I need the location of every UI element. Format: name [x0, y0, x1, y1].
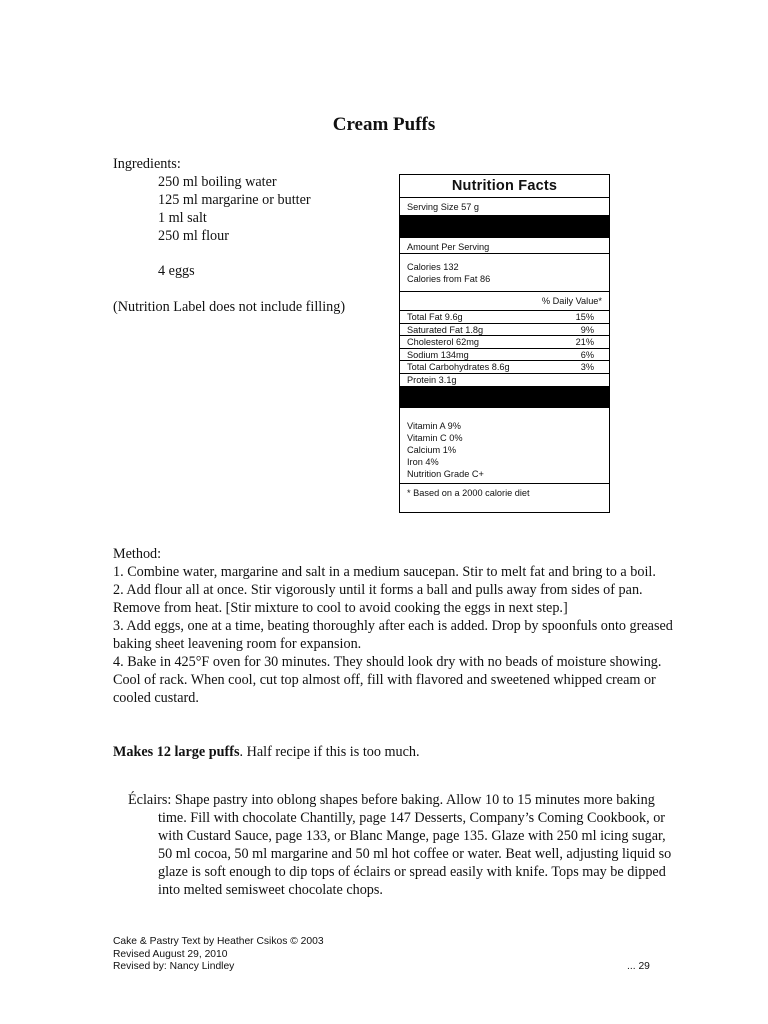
nutrition-facts-label	[399, 174, 610, 513]
divider-bar	[400, 215, 609, 237]
amount-per-serving: Amount Per Serving	[400, 237, 609, 254]
yield-rest: . Half recipe if this is too much.	[239, 744, 420, 760]
nutrition-footnote: * Based on a 2000 calorie diet	[407, 487, 530, 498]
vitamin-item: Iron 4%	[407, 457, 439, 468]
nutrient-percent: 9%	[580, 324, 594, 335]
footer	[113, 936, 324, 974]
nutrient-row	[400, 335, 609, 348]
vitamin-item: Vitamin C 0%	[407, 432, 463, 443]
calories-from-fat: Calories from Fat 86	[407, 274, 491, 284]
nutrient-name: Total Fat 9.6g	[407, 312, 463, 322]
nutrient-name: Protein 3.1g	[407, 374, 457, 385]
page-title: Cream Puffs	[332, 114, 436, 135]
method-step: 4. Bake in 425°F oven for 30 minutes. They should look dry with no beads of moisture showing. Cool of rack. When cool, cut top almost off, fill with flavored and sweetened whipped cream or cooled custard.	[113, 654, 662, 706]
nutrition-note: (Nutrition Label does not include filling)	[113, 299, 346, 315]
method-heading: Method:	[113, 546, 162, 562]
nutrient-name: Sodium 134mg	[407, 349, 469, 360]
nutrient-row	[400, 310, 609, 323]
nutrient-percent	[594, 374, 602, 386]
nutrient-percent: 3%	[580, 362, 594, 373]
nutrition-facts-title: Nutrition Facts	[400, 175, 609, 198]
nutrient-row	[400, 373, 609, 386]
page-number: ... 29	[627, 961, 650, 972]
ingredient-item-eggs: 4 eggs	[158, 263, 195, 279]
footer-line: Revised August 29, 2010	[113, 948, 228, 960]
method-step: 2. Add flour all at once. Stir vigorously until it forms a ball and pulls away from sides of pan. Remove from heat. [Stir mixture to cool to avoid cooking the eggs in next step.]	[113, 582, 643, 616]
daily-value-header: % Daily Value*	[541, 296, 602, 306]
footer-line: Cake & Pastry Text by Heather Csikos © 2003	[113, 936, 324, 947]
nutrient-percent: 21%	[575, 337, 594, 348]
nutrient-name: Total Carbohydrates 8.6g	[407, 362, 510, 373]
vitamin-item: Vitamin A 9%	[407, 420, 461, 431]
nutrient-row	[400, 348, 609, 361]
yield-bold: Makes 12 large puffs	[113, 744, 240, 760]
method-step: 1. Combine water, margarine and salt in a medium saucepan. Stir to melt fat and bring to a boil.	[113, 564, 656, 580]
nutrient-percent: 15%	[575, 312, 594, 322]
vitamins-block	[400, 408, 609, 484]
nutrient-name: Saturated Fat 1.8g	[407, 324, 484, 335]
ingredients-list	[158, 173, 311, 245]
ingredient-item: 125 ml margarine or butter	[158, 192, 311, 208]
vitamin-item: Calcium 1%	[407, 444, 457, 455]
calories-block	[400, 254, 609, 292]
nutrient-percent: 6%	[580, 349, 594, 360]
yield-line	[113, 743, 420, 761]
nutrient-name: Cholesterol 62mg	[407, 337, 480, 348]
nutrient-row	[400, 323, 609, 336]
ingredient-item: 250 ml flour	[158, 228, 229, 244]
ingredient-item: 1 ml salt	[158, 210, 207, 226]
serving-size: Serving Size 57 g	[407, 202, 480, 212]
divider-bar	[400, 386, 609, 408]
method-step: 3. Add eggs, one at a time, beating thoroughly after each is added. Drop by spoonfuls onto greased baking sheet leavening room for expansion.	[113, 618, 673, 652]
eclairs-variation: Éclairs: Shape pastry into oblong shapes before baking. Allow 10 to 15 minutes more baking time. Fill with chocolate Chantilly, page 147 Desserts, Company’s Coming Cookbook, or with Custard Sauce, page 133, or Blanc Mange, page 135. Glaze with 250 ml icing sugar, 50 ml cocoa, 50 ml margarine and 50 ml hot coffee or water. Beat well, adjusting liquid so glaze is soft enough to dip tops of éclairs or spread easily with knife. Tops may be dipped into melted semisweet chocolate chops.	[128, 792, 672, 898]
nutrient-row	[400, 360, 609, 373]
method-section	[113, 545, 683, 707]
calories: Calories 132	[407, 262, 459, 272]
nutrition-grade: Nutrition Grade C+	[407, 469, 484, 480]
ingredients-heading: Ingredients:	[113, 156, 181, 172]
footer-line: Revised by: Nancy Lindley	[113, 961, 235, 972]
ingredient-item: 250 ml boiling water	[158, 174, 277, 190]
